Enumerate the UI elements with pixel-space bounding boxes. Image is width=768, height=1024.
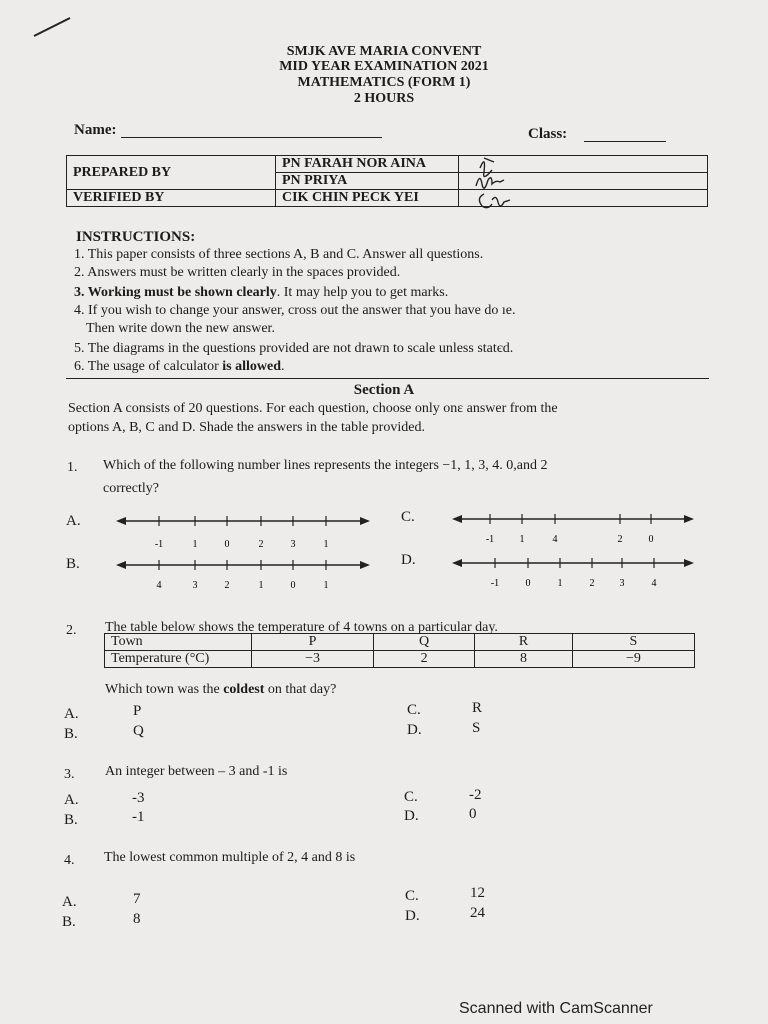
- pen-mark: [30, 14, 74, 40]
- tick-b-1: 4: [156, 580, 162, 591]
- name-line[interactable]: [121, 137, 382, 138]
- tick-d-6: 4: [651, 578, 657, 589]
- cell-temp-q: 2: [374, 651, 475, 668]
- q3-label-a[interactable]: A.: [64, 792, 79, 808]
- q2-answer-a[interactable]: P: [133, 703, 142, 719]
- q4-label-b[interactable]: B.: [62, 914, 76, 930]
- subject-title: MATHEMATICS (FORM 1): [297, 75, 471, 90]
- verified-label: VERIFIED BY: [67, 190, 276, 207]
- cell-temp-s: −9: [572, 651, 694, 668]
- instruction-4b: Then write down the new answer.: [86, 321, 275, 336]
- cell-temp-r: 8: [475, 651, 573, 668]
- tick-a-6: 1: [323, 539, 329, 550]
- tick-b-6: 1: [323, 580, 329, 591]
- cell-q: Q: [374, 634, 475, 651]
- q4-label-c[interactable]: C.: [405, 888, 419, 904]
- prepared-label: PREPARED BY: [67, 156, 276, 190]
- tick-c-5: 0: [648, 534, 654, 545]
- prepared-name-2: PN PRIYA: [276, 173, 459, 190]
- tick-d-2: 0: [525, 578, 531, 589]
- number-line-d: [452, 554, 696, 594]
- instruction-3-bold: 3. Working must be shown clearly: [74, 285, 277, 300]
- q4-text: The lowest common multiple of 2, 4 and 8 is: [104, 850, 356, 865]
- school-name: SMJK AVE MARIA CONVENT: [286, 44, 482, 59]
- q2-answer-b[interactable]: Q: [133, 723, 144, 739]
- instruction-2: 2. Answers must be written clearly in the spaces provided.: [74, 265, 401, 280]
- temperature-table: [104, 633, 695, 668]
- instruction-6-c: .: [280, 359, 285, 374]
- q1-text-1: Which of the following number lines represents the integers −1, 1, 3, 4. 0,and 2: [103, 458, 548, 473]
- prepared-name-1: PN FARAH NOR AINA: [276, 156, 459, 173]
- tick-a-3: 0: [224, 539, 230, 550]
- q2-label-c[interactable]: C.: [407, 702, 421, 718]
- q2-label-b[interactable]: B.: [64, 726, 78, 742]
- cell-temperature: Temperature (°C): [105, 651, 252, 668]
- cell-temp-p: −3: [252, 651, 374, 668]
- q1-number: 1.: [67, 460, 78, 475]
- q2-question-a: Which town was the: [105, 682, 224, 697]
- q4-label-d[interactable]: D.: [405, 908, 420, 924]
- q1-option-b-label[interactable]: B.: [66, 556, 80, 572]
- cell-r: R: [475, 634, 573, 651]
- q4-answer-b[interactable]: 8: [133, 911, 141, 927]
- instruction-6-b: is allowed: [222, 359, 281, 374]
- q3-label-d[interactable]: D.: [404, 808, 419, 824]
- tick-c-3: 4: [552, 534, 558, 545]
- section-desc-2: options A, B, C and D. Shade the answers in the table provided.: [68, 420, 425, 435]
- instruction-3-rest: . It may help you to get marks.: [276, 285, 449, 300]
- q2-label-d[interactable]: D.: [407, 722, 422, 738]
- q4-label-a[interactable]: A.: [62, 894, 77, 910]
- tick-a-1: -1: [154, 539, 164, 550]
- q1-text-2: correctly?: [103, 481, 159, 496]
- instruction-6-a: 6. The usage of calculator: [74, 359, 223, 374]
- number-line-c: [452, 510, 696, 550]
- tick-c-1: -1: [485, 534, 495, 545]
- tick-d-4: 2: [589, 578, 595, 589]
- divider: [66, 378, 709, 379]
- q2-number: 2.: [66, 623, 77, 638]
- q3-answer-d[interactable]: 0: [469, 806, 477, 822]
- q2-question: [105, 682, 336, 698]
- section-desc-1: Section A consists of 20 questions. For each question, choose only onε answer from the: [68, 401, 558, 416]
- section-title: Section A: [353, 382, 415, 398]
- instruction-6: [74, 359, 284, 375]
- q2-label-a[interactable]: A.: [64, 706, 79, 722]
- tick-d-1: -1: [490, 578, 500, 589]
- tick-b-2: 3: [192, 580, 198, 591]
- class-line[interactable]: [584, 141, 666, 142]
- instructions-title: INSTRUCTIONS:: [76, 229, 196, 245]
- q1-option-d-label[interactable]: D.: [401, 552, 416, 568]
- q3-answer-a[interactable]: -3: [132, 790, 145, 806]
- verified-name: CIK CHIN PECK YEI: [276, 190, 459, 207]
- q3-label-b[interactable]: B.: [64, 812, 78, 828]
- tick-d-3: 1: [557, 578, 563, 589]
- instruction-3: [74, 285, 448, 301]
- prepared-by-table: [66, 155, 708, 207]
- q2-question-b: coldest: [223, 682, 265, 697]
- q4-answer-c[interactable]: 12: [470, 885, 485, 901]
- cell-town: Town: [105, 634, 252, 651]
- q3-answer-b[interactable]: -1: [132, 809, 145, 825]
- q3-label-c[interactable]: C.: [404, 789, 418, 805]
- tick-d-5: 3: [619, 578, 625, 589]
- tick-a-2: 1: [192, 539, 198, 550]
- q3-number: 3.: [64, 767, 75, 782]
- tick-b-3: 2: [224, 580, 230, 591]
- name-label: Name:: [74, 122, 117, 138]
- cell-s: S: [572, 634, 694, 651]
- signatures: [470, 148, 540, 212]
- cell-p: P: [252, 634, 374, 651]
- tick-b-5: 0: [290, 580, 296, 591]
- tick-a-4: 2: [258, 539, 264, 550]
- duration: 2 HOURS: [353, 91, 415, 106]
- q4-number: 4.: [64, 853, 75, 868]
- tick-b-4: 1: [258, 580, 264, 591]
- tick-a-5: 3: [290, 539, 296, 550]
- q3-answer-c[interactable]: -2: [469, 787, 482, 803]
- exam-title: MID YEAR EXAMINATION 2021: [279, 59, 489, 74]
- q4-answer-a[interactable]: 7: [133, 891, 141, 907]
- q1-option-a-label[interactable]: A.: [66, 513, 81, 529]
- instruction-1: 1. This paper consists of three sections A, B and C. Answer all questions.: [74, 247, 484, 262]
- number-line-a: [116, 512, 372, 552]
- q2-answer-d[interactable]: S: [472, 720, 481, 736]
- q2-answer-c[interactable]: R: [472, 700, 483, 716]
- instruction-5: 5. The diagrams in the questions provided are not drawn to scale unless statєd.: [74, 341, 514, 356]
- q2-question-c: on that day?: [264, 682, 337, 697]
- class-label: Class:: [528, 126, 568, 142]
- tick-c-2: 1: [519, 534, 525, 545]
- scanner-watermark: Scanned with CamScanner: [459, 1000, 653, 1017]
- tick-c-4: 2: [617, 534, 623, 545]
- q2-text: The table below shows the temperature of 4 towns on a particular day.: [105, 620, 498, 635]
- q3-text: An integer between – 3 and -1 is: [105, 764, 288, 779]
- instruction-4: 4. If you wish to change your answer, cross out the answer that you have do ıe.: [74, 303, 516, 318]
- q4-answer-d[interactable]: 24: [470, 905, 485, 921]
- q1-option-c-label[interactable]: C.: [401, 509, 415, 525]
- number-line-b: [116, 556, 372, 596]
